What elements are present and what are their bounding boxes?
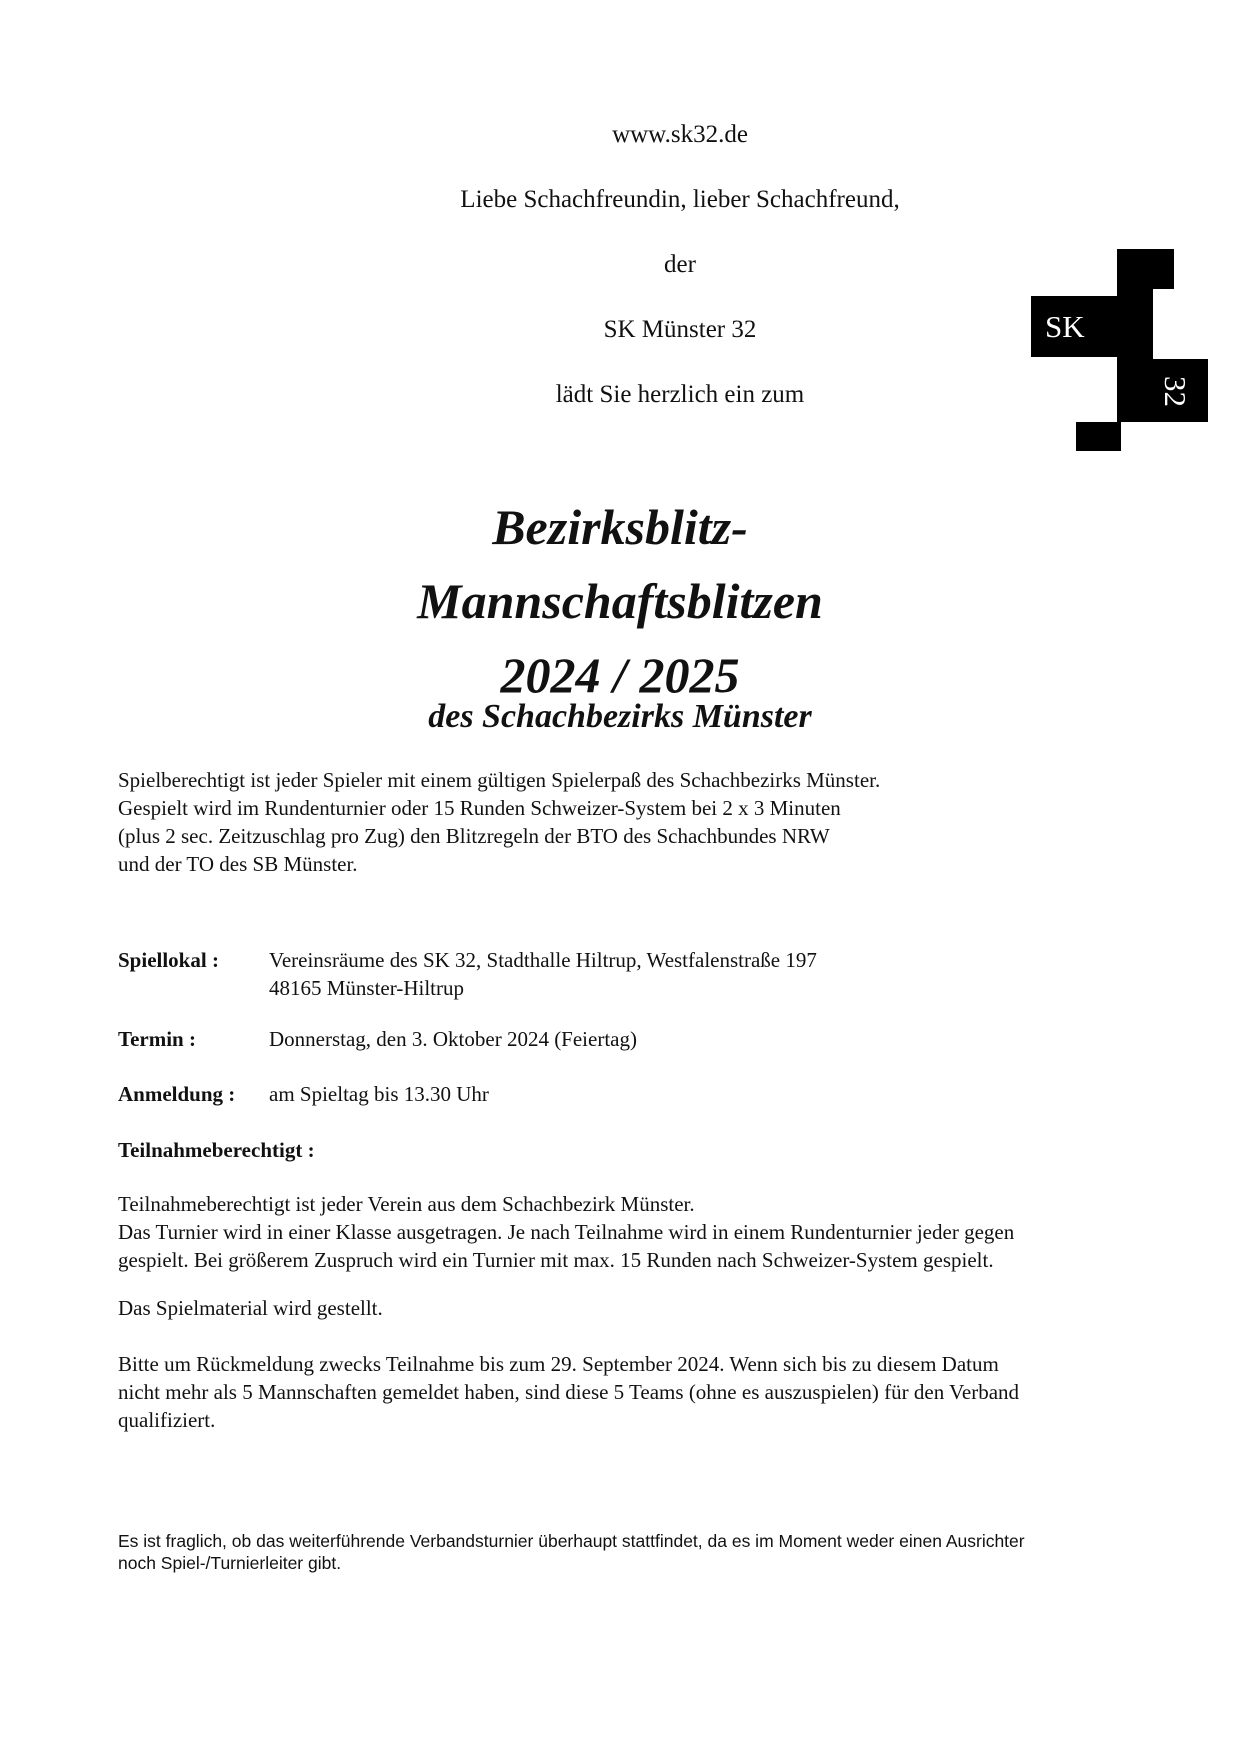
event-subtitle: des Schachbezirks Münster	[428, 698, 812, 735]
feedback-line: Bitte um Rückmeldung zwecks Teilnahme bis zum 29. September 2024. Wenn sich bis zu diesem Datum	[118, 1352, 999, 1376]
footnote-line: Es ist fraglich, ob das weiterführende Verbandsturnier überhaupt stattfindet, da es im Moment weder einen Ausrichter	[118, 1531, 1025, 1551]
participation-paragraph	[118, 1190, 1014, 1274]
intro-line: Spielberechtigt ist jeder Spieler mit einem gültigen Spielerpaß des Schachbezirks Münster.	[118, 768, 881, 792]
intro-line: und der TO des SB Münster.	[118, 852, 358, 876]
spiellokal-value	[269, 946, 817, 1002]
teilnahme-label: Teilnahmeberechtigt :	[118, 1138, 315, 1162]
footnote	[118, 1530, 1025, 1574]
website-url: www.sk32.de	[612, 121, 748, 148]
spiellokal-line-2: 48165 Münster-Hiltrup	[269, 976, 464, 1000]
logo-text-sk: SK	[1045, 309, 1085, 344]
intro-paragraph	[118, 766, 880, 878]
material-paragraph: Das Spielmaterial wird gestellt.	[118, 1296, 383, 1320]
event-title	[0, 490, 1240, 712]
feedback-paragraph	[118, 1350, 1019, 1434]
participation-line: Teilnahmeberechtigt ist jeder Verein aus dem Schachbezirk Münster.	[118, 1192, 695, 1216]
participation-line: gespielt. Bei größerem Zuspruch wird ein Turnier mit max. 15 Runden nach Schweizer-System gespielt.	[118, 1248, 994, 1272]
participation-line: Das Turnier wird in einer Klasse ausgetragen. Je nach Teilnahme wird in einem Rundenturnier jeder gegen	[118, 1220, 1015, 1244]
anmeldung-label: Anmeldung :	[118, 1082, 236, 1106]
anmeldung-value: am Spieltag bis 13.30 Uhr	[269, 1082, 489, 1106]
termin-label: Termin :	[118, 1027, 196, 1051]
title-line-2: Mannschaftsblitzen	[417, 573, 823, 629]
feedback-line: nicht mehr als 5 Mannschaften gemeldet haben, sind diese 5 Teams (ohne es auszuspielen) für den Verband	[118, 1380, 1020, 1404]
spiellokal-line-1: Vereinsräume des SK 32, Stadthalle Hiltrup, Westfalenstraße 197	[269, 948, 817, 972]
intro-line: Gespielt wird im Rundenturnier oder 15 Runden Schweizer-System bei 2 x 3 Minuten	[118, 796, 841, 820]
invite-line: lädt Sie herzlich ein zum	[555, 381, 805, 408]
termin-value: Donnerstag, den 3. Oktober 2024 (Feiertag)	[269, 1027, 637, 1051]
title-line-1: Bezirksblitz-	[492, 499, 748, 555]
club-name: SK Münster 32	[603, 316, 757, 343]
greeting: Liebe Schachfreundin, lieber Schachfreund,	[460, 186, 900, 213]
intro-line: (plus 2 sec. Zeitzuschlag pro Zug) den Blitzregeln der BTO des Schachbundes NRW	[118, 824, 830, 848]
feedback-line: qualifiziert.	[118, 1408, 216, 1432]
footnote-line: noch Spiel-/Turnierleiter gibt.	[118, 1553, 342, 1573]
spiellokal-label: Spiellokal :	[118, 948, 219, 972]
intro-der: der	[664, 251, 696, 278]
club-logo	[1031, 249, 1208, 451]
logo-text-32: 32	[1158, 376, 1193, 407]
title-line-3: 2024 / 2025	[500, 647, 740, 703]
